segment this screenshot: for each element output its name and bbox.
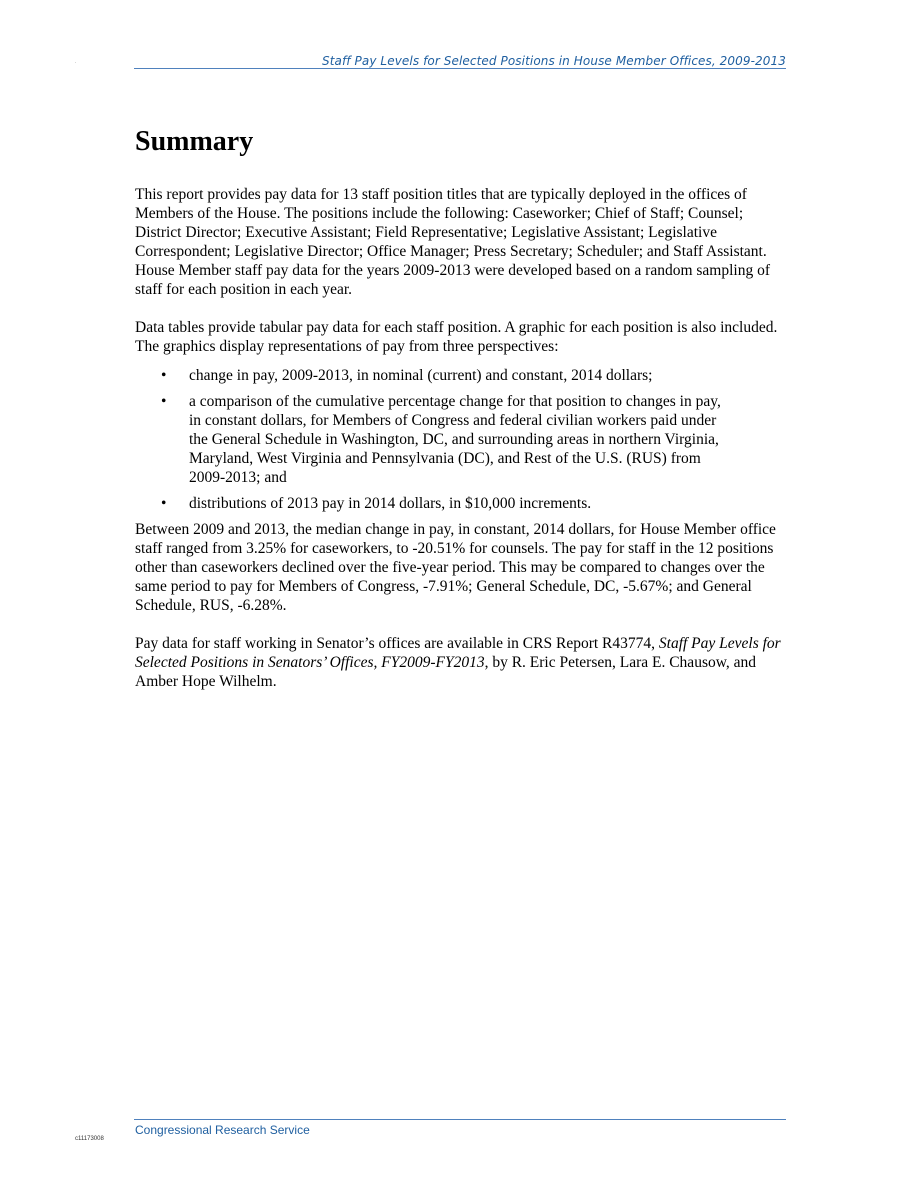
list-item — [135, 392, 787, 487]
footer-divider — [134, 1119, 786, 1120]
summary-paragraph-3: Between 2009 and 2013, the median change in pay, in constant, 2014 dollars, for House Member office staff ranged from 3.25% for caseworkers, to -20.51% for counsels. The pay for staff in the 12 positions other than caseworkers declined over the five-year period. This may be compared to changes over the same period to pay for Members of Congress, -7.91%; General Schedule, DC, -5.67%; and General Schedule, RUS, -6.28%. — [135, 521, 776, 614]
running-header-title: Staff Pay Levels for Selected Positions in House Member Offices, 2009-2013 — [321, 54, 786, 68]
summary-paragraph-2: Data tables provide tabular pay data for each staff position. A graphic for each position is also included. The graphics display representations of pay from three perspectives: — [135, 319, 778, 355]
list-item-text: change in pay, 2009-2013, in nominal (current) and constant, 2014 dollars; — [189, 367, 653, 384]
list-item — [135, 494, 787, 513]
paragraph-4-tail: , by R. Eric Petersen, Lara E. Chausow, and Amber Hope Wilhelm. — [135, 654, 757, 690]
footer-doc-code: c11173008 — [75, 1136, 104, 1142]
summary-section — [135, 122, 787, 691]
footer-organization: Congressional Research Service — [135, 1123, 310, 1137]
header-divider — [134, 68, 786, 69]
list-item — [135, 366, 787, 385]
bullet-icon: • — [161, 367, 167, 384]
summary-heading: Summary — [135, 126, 254, 157]
list-item-text: distributions of 2013 pay in 2014 dollars, in $10,000 increments. — [189, 495, 592, 512]
summary-paragraph-4 — [135, 634, 787, 691]
paragraph-4-lead: Pay data for staff working in Senator’s offices are available in CRS Report R43774, — [135, 635, 659, 652]
bullet-icon: • — [161, 495, 167, 512]
cited-report-title: Staff Pay Levels for Selected Positions in Senators’ Offices, FY2009-FY2013 — [135, 635, 781, 671]
perspectives-list — [135, 366, 787, 513]
bullet-icon: • — [161, 393, 167, 410]
page-mark: . — [75, 60, 77, 65]
list-item-text: a comparison of the cumulative percentage change for that position to changes in pay, in constant dollars, for Members of Congress and federal civilian workers paid under the General Schedule in Washington, DC, and surrounding areas in northern Virginia, Maryland, West Virginia and Pennsylvania (DC), and Rest of the U.S. (RUS) from 2009-2013; and — [189, 393, 721, 486]
summary-paragraph-1: This report provides pay data for 13 staff position titles that are typically deployed in the offices of Members of the House. The positions include the following: Caseworker; Chief of Staff; Counsel; District Director; Executive Assistant; Field Representative; Legislative Assistant; Legislative Correspondent; Legislative Director; Office Manager; Press Secretary; Scheduler; and Staff Assistant. House Member staff pay data for the years 2009-2013 were developed based on a random sampling of staff for each position in each year. — [135, 186, 771, 298]
